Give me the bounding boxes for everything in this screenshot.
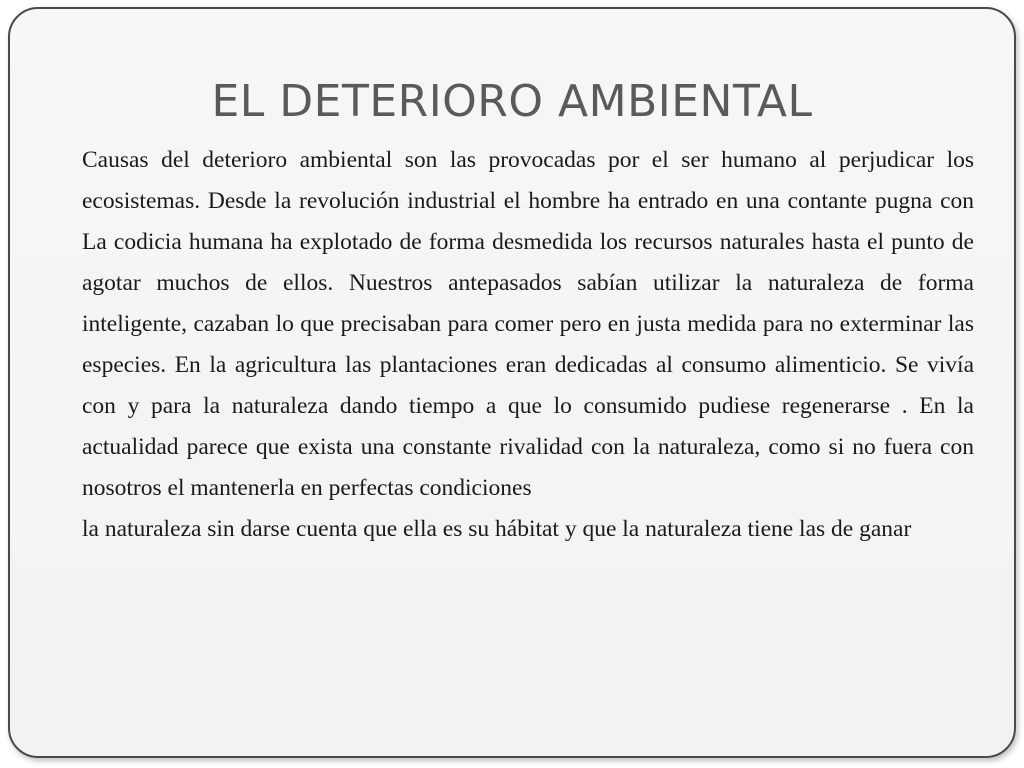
slide-title: EL DETERIORO AMBIENTAL: [211, 76, 813, 127]
body-paragraph-2: la naturaleza sin darse cuenta que ella es su hábitat y que la naturaleza tiene las de ganar: [82, 516, 912, 542]
slide-body: [82, 140, 974, 550]
body-paragraph-1: Causas del deterioro ambiental son las provocadas por el ser humano al perjudicar los ecosistemas. Desde la revolución industrial el hombre ha entrado en una contante pugna con La codicia humana ha explotado de forma desmedida los recursos naturales hasta el punto de agotar muchos de ellos. Nuestros antepasados sabían utilizar la naturaleza de forma inteligente, cazaban lo que precisaban para comer pero en justa medida para no exterminar las especies. En la agricultura las plantaciones eran dedicadas al consumo alimenticio. Se vivía con y para la naturaleza dando tiempo a que lo consumido pudiese regenerarse . En la actualidad parece que exista una constante rivalidad con la naturaleza, como si no fuera con nosotros el mantenerla en perfectas condiciones: [82, 147, 974, 501]
